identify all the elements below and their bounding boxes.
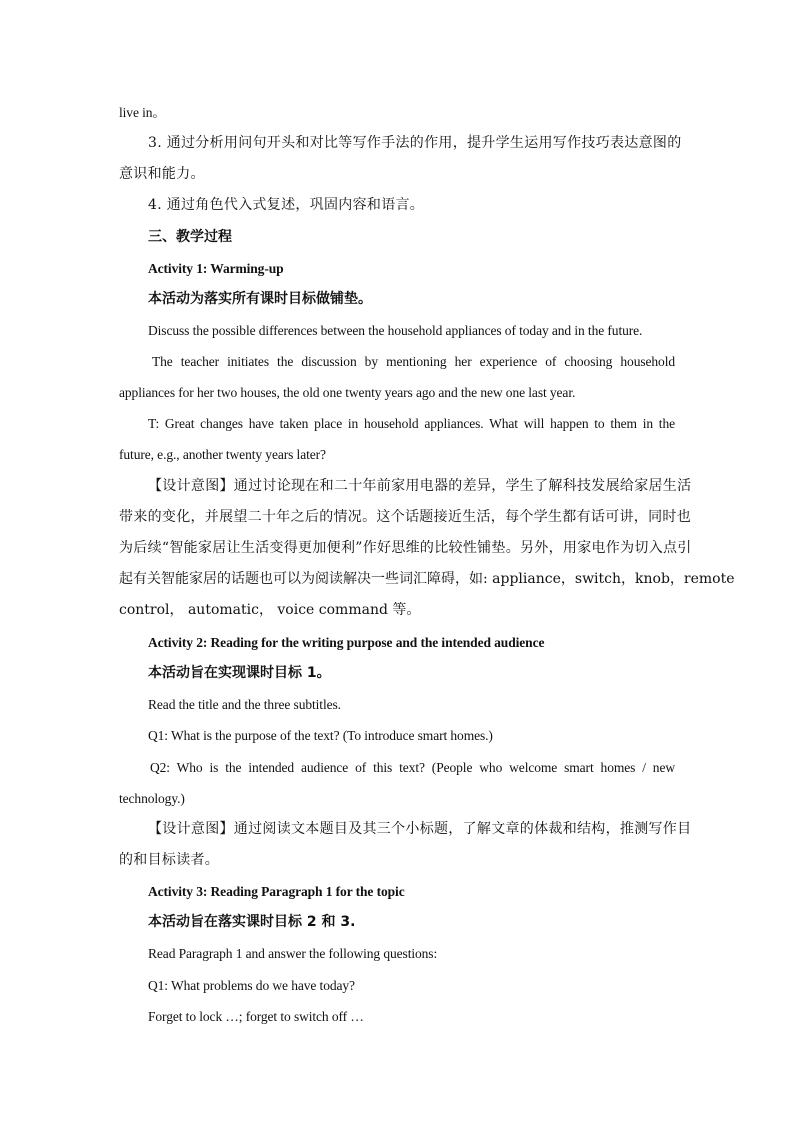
activity-goal: 本活动旨在实现课时目标 1。 <box>148 665 331 681</box>
design-intent: 【设计意图】通过阅读文本题目及其三个小标题，了解文章的体裁和结构，推测写作目 <box>148 821 692 837</box>
activity-heading: Activity 1: Warming-up <box>148 261 284 276</box>
text-line: control， automatic， voice command 等。 <box>119 602 421 618</box>
text-line: 起有关智能家居的话题也可以为阅读解决一些词汇障碍，如: appliance，switch，knob，remote <box>119 571 735 587</box>
text-line: appliances for her two houses, the old one twenty years ago and the new one last year. <box>119 385 576 400</box>
activity-goal: 本活动为落实所有课时目标做铺垫。 <box>148 291 372 307</box>
design-intent: 【设计意图】通过讨论现在和二十年前家用电器的差异，学生了解科技发展给家居生活 <box>148 478 692 494</box>
text-line: 3. 通过分析用问句开头和对比等写作手法的作用，提升学生运用写作技巧表达意图的 <box>148 135 682 151</box>
text-line: 4. 通过角色代入式复述，巩固内容和语言。 <box>148 197 425 213</box>
text-line: Read Paragraph 1 and answer the following questions: <box>148 946 438 961</box>
text-line: Q2: Who is the intended audience of this text? (People who welcome smart homes / new <box>150 760 675 775</box>
text-line: Forget to lock …; forget to switch off … <box>148 1009 364 1024</box>
activity-heading: Activity 2: Reading for the writing purpose and the intended audience <box>148 635 545 650</box>
text-line: Q1: What problems do we have today? <box>148 978 355 993</box>
text-line: Discuss the possible differences between the household appliances of today and in the future. <box>148 323 643 338</box>
activity-heading: Activity 3: Reading Paragraph 1 for the topic <box>148 884 405 899</box>
text-line: 带来的变化，并展望二十年之后的情况。这个话题接近生活，每个学生都有话可讲，同时也 <box>119 509 691 525</box>
text-line: technology.) <box>119 791 185 806</box>
text-line: 意识和能力。 <box>119 166 205 182</box>
section-heading: 三、教学过程 <box>148 229 232 245</box>
text-line: 为后续“智能家居让生活变得更加便利”作好思维的比较性铺垫。另外，用家电作为切入点引 <box>119 540 692 556</box>
activity-goal: 本活动旨在落实课时目标 2 和 3. <box>148 914 356 930</box>
text-line: Read the title and the three subtitles. <box>148 697 341 712</box>
text-line: 的和目标读者。 <box>119 852 220 868</box>
text-line: T: Great changes have taken place in household appliances. What will happen to them in the <box>148 416 675 431</box>
text-line: future, e.g., another twenty years later? <box>119 447 326 462</box>
text-line: The teacher initiates the discussion by mentioning her experience of choosing household <box>152 354 675 369</box>
text-line: live in。 <box>119 105 166 120</box>
text-line: Q1: What is the purpose of the text? (To introduce smart homes.) <box>148 728 493 743</box>
